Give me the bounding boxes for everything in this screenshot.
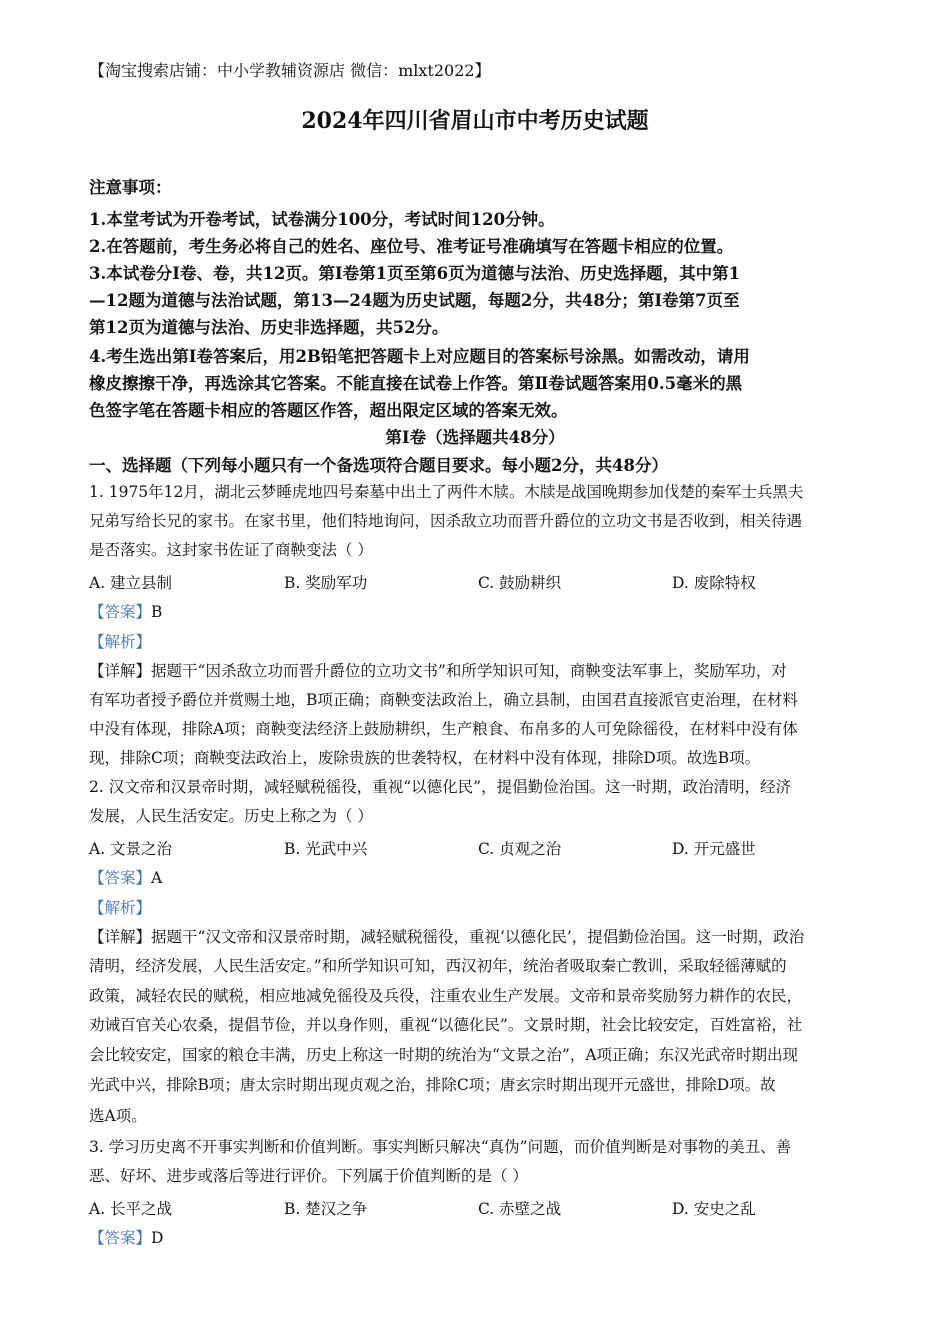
question-text: 1. 1975年12月，湖北云梦睡虎地四号秦墓中出土了两件木牍。木牍是战国晚期参加伐楚的秦军士兵黑夫: [89, 483, 804, 501]
answer-tag: 【答案】: [89, 869, 152, 887]
question-text: 3. 学习历史离不开事实判断和价值判断。事实判断只解决“真伪”问题，而价值判断是对事物的美丑、善: [89, 1138, 792, 1156]
question-text: 2. 汉文帝和汉景帝时期，减轻赋税徭役，重视“以德化民”，提倡勤俭治国。这一时期，政治清明，经济: [89, 778, 792, 796]
option-c: C. 赤壁之战: [478, 1200, 562, 1218]
page-title: 2024年四川省眉山市中考历史试题: [301, 108, 649, 134]
detail-text: 光武中兴，排除B项；唐太宗时期出现贞观之治，排除C项；唐玄宗时期出现开元盛世，排除D项。故: [89, 1076, 776, 1094]
detail-text: 会比较安定，国家的粮仓丰满，历史上称这一时期的统治为“文景之治”，A项正确；东汉光武帝时期出现: [89, 1046, 799, 1064]
answer-tag: 【答案】: [89, 1229, 152, 1247]
detail-text: 政策，减轻农民的赋税，相应地减免徭役及兵役，注重农业生产发展。文帝和景帝奖励努力耕作的农民，: [89, 987, 803, 1005]
option-c: C. 贞观之治: [478, 840, 562, 858]
answer-line: [89, 868, 162, 888]
answer-value: A: [151, 869, 163, 887]
answer-value: B: [151, 603, 163, 621]
notice-line: 色签字笔在答题卡相应的答题区作答，超出限定区域的答案无效。: [89, 401, 568, 420]
question-text: 是否落实。这封家书佐证了商鞅变法（ ）: [89, 541, 373, 559]
option-a: A. 建立县制: [89, 574, 173, 592]
answer-line: [89, 602, 162, 622]
notice-line: 4.考生选出第I卷答案后，用2B铅笔把答题卡上对应题目的答案标号涂黑。如需改动，请用: [89, 347, 750, 366]
answer-tag: 【答案】: [89, 603, 152, 621]
analysis-tag: 【解析】: [89, 633, 152, 651]
notice-line: 1.本堂考试为开卷考试，试卷满分100分，考试时间120分钟。: [89, 210, 555, 229]
question-text: 兄弟写给长兄的家书。在家书里，他们特地询问，因杀敌立功而晋升爵位的立功文书是否收到，相关待遇: [89, 512, 803, 530]
notice-line: —12题为道德与法治试题，第13—24题为历史试题，每题2分，共48分；第I卷第7页至: [89, 291, 740, 310]
notice-line: 橡皮擦擦干净，再选涂其它答案。不能直接在试卷上作答。第Ⅱ卷试题答案用0.5毫米的黑: [89, 374, 743, 393]
answer-value: D: [151, 1229, 164, 1247]
analysis-tag: 【解析】: [89, 899, 152, 917]
question-text: 发展，人民生活安定。历史上称之为（ ）: [89, 807, 373, 825]
section-heading: 一、选择题（下列每小题只有一个备选项符合题目要求。每小题2分，共48分）: [89, 456, 668, 475]
notice-heading: 注意事项：: [89, 178, 172, 197]
detail-tag: 【详解】: [89, 662, 152, 680]
option-a: A. 文景之治: [89, 840, 173, 858]
option-b: B. 奖励军功: [284, 574, 368, 592]
detail-text: 清明，经济发展，人民生活安定。”和所学知识可知，西汉初年，统治者吸取秦亡教训，采取轻徭薄赋的: [89, 957, 787, 975]
option-b: B. 光武中兴: [284, 840, 368, 858]
option-d: D. 安史之乱: [672, 1200, 756, 1218]
detail-tag: 【详解】: [89, 928, 152, 946]
detail-line: [89, 661, 787, 681]
notice-line: 第12页为道德与法治、历史非选择题，共52分。: [89, 318, 449, 337]
shop-header: 【淘宝搜索店铺：中小学教辅资源店 微信：mlxt2022】: [89, 61, 491, 80]
option-a: A. 长平之战: [89, 1200, 173, 1218]
option-d: D. 开元盛世: [672, 840, 756, 858]
detail-text: 劝诫百官关心农桑，提倡节俭，并以身作则，重视“以德化民”。文景时期，社会比较安定，百姓富裕，社: [89, 1016, 803, 1034]
detail-line: [89, 927, 804, 947]
part-heading: 第I卷（选择题共48分）: [385, 428, 565, 447]
detail-text: 选A项。: [89, 1107, 147, 1125]
question-text: 恶、好坏、进步或落后等进行评价。下列属于价值判断的是（ ）: [89, 1167, 528, 1185]
detail-text: 现，排除C项；商鞅变法政治上，废除贵族的世袭特权，在材料中没有体现，排除D项。故选B项。: [89, 749, 761, 767]
answer-line: [89, 1228, 163, 1248]
notice-line: 3.本试卷分I卷、卷，共12页。第I卷第1页至第6页为道德与法治、历史选择题，其中第1: [89, 264, 741, 283]
notice-line: 2.在答题前，考生务必将自己的姓名、座位号、准考证号准确填写在答题卡相应的位置。: [89, 237, 734, 256]
option-b: B. 楚汉之争: [284, 1200, 368, 1218]
option-c: C. 鼓励耕织: [478, 574, 562, 592]
option-d: D. 废除特权: [672, 574, 756, 592]
detail-text: 据题干“因杀敌立功而晋升爵位的立功文书”和所学知识可知，商鞅变法军事上，奖励军功，对: [151, 662, 787, 680]
detail-text: 有军功者授予爵位并赏赐土地，B项正确；商鞅变法政治上，确立县制，由国君直接派官吏治理，在材料: [89, 691, 798, 709]
detail-text: 据题干“汉文帝和汉景帝时期，减轻赋税徭役，重视‘以德化民’，提倡勤俭治国。这一时期，政治: [151, 928, 805, 946]
detail-text: 中没有体现，排除A项；商鞅变法经济上鼓励耕织，生产粮食、布帛多的人可免除徭役，在材料中没有体: [89, 720, 798, 738]
